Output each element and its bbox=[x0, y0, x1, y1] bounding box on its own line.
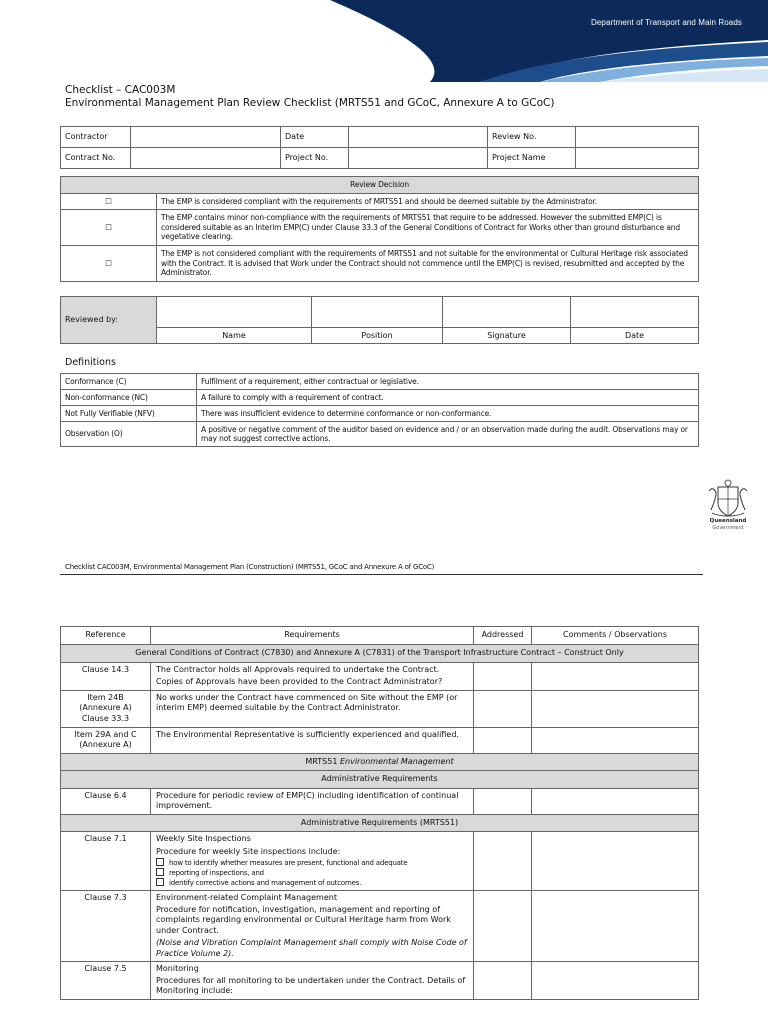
requirement-cell: No works under the Contract have commenced on Site without the EMP (or interim EMP) deemed suitable by the Contract Administrator. bbox=[151, 690, 474, 727]
definition-term: Conformance (C) bbox=[61, 374, 197, 390]
list-item bbox=[156, 878, 468, 888]
addressed-cell[interactable] bbox=[474, 690, 532, 727]
definition-term: Non-conformance (NC) bbox=[61, 390, 197, 406]
reviewer-name-field[interactable] bbox=[157, 297, 312, 328]
list-item-text: identify corrective actions and management of outcomes. bbox=[169, 879, 362, 887]
list-item bbox=[156, 858, 468, 868]
crest-name: Queensland bbox=[709, 518, 747, 524]
contract-no-label: Contract No. bbox=[61, 148, 131, 169]
name-column-label: Name bbox=[157, 328, 312, 344]
crest-sub: Government bbox=[712, 525, 744, 531]
section-heading-gcoc: General Conditions of Contract (C7830) and Annexure A (C7831) of the Transport Infrastructure Contract – Construct Only bbox=[61, 645, 699, 663]
comments-cell[interactable] bbox=[532, 662, 699, 690]
requirements-header: Requirements bbox=[151, 627, 474, 645]
reference-cell: Clause 7.5 bbox=[61, 962, 151, 1000]
addressed-cell[interactable] bbox=[474, 832, 532, 891]
page-footer: Checklist CAC003M, Environmental Management Plan (Construction) (MRTS51, GCoC and Annexure A of GCoC) bbox=[65, 563, 435, 571]
decision-option-text: The EMP contains minor non-compliance with the requirements of MRTS51 that require to be addressed. However the submitted EMP(C) is considered suitable as an Interim EMP(C) under Clause 33.3 of the General Conditions of Contract for Works other than ground disturbance and vegetative clearing. bbox=[157, 210, 699, 246]
requirement-cell: Procedure for periodic review of EMP(C) including identification of continual improvement. bbox=[151, 788, 474, 814]
header-banner bbox=[0, 0, 768, 82]
checklist-title: Environmental Management Plan Review Checklist (MRTS51 and GCoC, Annexure A to GCoC) bbox=[65, 97, 555, 109]
review-no-label: Review No. bbox=[488, 127, 576, 148]
checklist-code: Checklist – CAC003M bbox=[65, 84, 176, 96]
requirement-cell bbox=[151, 662, 474, 690]
reviewed-by-table bbox=[60, 296, 699, 344]
section-heading-admin-mrts51: Administrative Requirements (MRTS51) bbox=[61, 814, 699, 832]
decision-checkbox[interactable]: ☐ bbox=[61, 194, 157, 210]
comments-cell[interactable] bbox=[532, 727, 699, 753]
requirement-cell bbox=[151, 832, 474, 891]
position-column-label: Position bbox=[312, 328, 443, 344]
document-title bbox=[65, 84, 554, 110]
requirement-text: Procedure for notification, investigation, management and reporting of complaints regarding environmental or Cultural Heritage harm from Work under Contract. bbox=[156, 904, 451, 935]
requirement-text: Copies of Approvals have been provided to the Contract Administrator? bbox=[156, 677, 443, 686]
reference-cell: Item 24B (Annexure A) Clause 33.3 bbox=[61, 690, 151, 727]
table-row bbox=[61, 891, 699, 962]
decision-checkbox[interactable]: ☐ bbox=[61, 246, 157, 282]
requirement-text: Procedure for weekly Site inspections include: bbox=[156, 846, 341, 856]
reference-cell: Clause 6.4 bbox=[61, 788, 151, 814]
definition-meaning: A failure to comply with a requirement of contract. bbox=[197, 390, 699, 406]
reviewer-signature-field[interactable] bbox=[443, 297, 571, 328]
comments-cell[interactable] bbox=[532, 832, 699, 891]
footer-divider bbox=[60, 574, 703, 575]
signature-column-label: Signature bbox=[443, 328, 571, 344]
table-row bbox=[61, 832, 699, 891]
table-row bbox=[61, 127, 699, 148]
project-name-label: Project Name bbox=[488, 148, 576, 169]
checkbox-icon[interactable] bbox=[156, 868, 164, 876]
addressed-cell[interactable] bbox=[474, 962, 532, 1000]
table-row bbox=[61, 210, 699, 246]
comments-cell[interactable] bbox=[532, 690, 699, 727]
decision-option-text: The EMP is not considered compliant with the requirements of MRTS51 and not suitable for the environmental or Cultural Heritage risk associated with the Contract. It is advised that Work under the Contract should not commence until the EMP(C) is revised, resubmitted and accepted by the Administrator. bbox=[157, 246, 699, 282]
table-row bbox=[61, 753, 699, 771]
table-header-row bbox=[61, 627, 699, 645]
addressed-cell[interactable] bbox=[474, 662, 532, 690]
table-row bbox=[61, 390, 699, 406]
table-row bbox=[61, 727, 699, 753]
table-row bbox=[61, 148, 699, 169]
decision-option-text: The EMP is considered compliant with the requirements of MRTS51 and should be deemed suitable by the Administrator. bbox=[157, 194, 699, 210]
department-name: Department of Transport and Main Roads bbox=[591, 18, 742, 27]
comments-cell[interactable] bbox=[532, 962, 699, 1000]
addressed-cell[interactable] bbox=[474, 891, 532, 962]
reviewer-position-field[interactable] bbox=[312, 297, 443, 328]
table-row bbox=[61, 297, 699, 328]
contractor-field[interactable] bbox=[131, 127, 281, 148]
section-heading-mrts51 bbox=[61, 753, 699, 771]
checkbox-icon[interactable] bbox=[156, 858, 164, 866]
review-decision-table bbox=[60, 176, 699, 282]
definitions-table bbox=[60, 373, 699, 447]
table-row bbox=[61, 962, 699, 1000]
requirement-text: The Contractor holds all Approvals required to undertake the Contract. bbox=[156, 664, 440, 674]
definition-meaning: Fulfilment of a requirement, either contractual or legislative. bbox=[197, 374, 699, 390]
reference-header: Reference bbox=[61, 627, 151, 645]
header-swoosh-graphic bbox=[0, 0, 768, 82]
contract-no-field[interactable] bbox=[131, 148, 281, 169]
section-prefix: MRTS51 bbox=[305, 756, 340, 766]
date-label: Date bbox=[281, 127, 349, 148]
decision-checkbox[interactable]: ☐ bbox=[61, 210, 157, 246]
reference-cell: Clause 14.3 bbox=[61, 662, 151, 690]
contract-details-table bbox=[60, 126, 699, 169]
comments-header: Comments / Observations bbox=[532, 627, 699, 645]
requirement-cell bbox=[151, 962, 474, 1000]
list-item-text: how to identify whether measures are present, functional and adequate bbox=[169, 859, 408, 867]
requirement-title: Environment-related Complaint Management bbox=[156, 893, 337, 902]
requirement-cell bbox=[151, 891, 474, 962]
comments-cell[interactable] bbox=[532, 788, 699, 814]
inspection-list bbox=[156, 858, 468, 888]
table-row bbox=[61, 422, 699, 447]
table-row bbox=[61, 771, 699, 789]
table-row bbox=[61, 328, 699, 344]
review-decision-heading: Review Decision bbox=[61, 177, 699, 194]
definitions-heading: Definitions bbox=[65, 357, 116, 368]
requirement-note: (Noise and Vibration Complaint Management shall comply with Noise Code of Practice Volume 2). bbox=[156, 938, 467, 958]
comments-cell[interactable] bbox=[532, 891, 699, 962]
table-row bbox=[61, 194, 699, 210]
table-row bbox=[61, 406, 699, 422]
reference-cell: Clause 7.1 bbox=[61, 832, 151, 891]
table-row bbox=[61, 788, 699, 814]
project-name-field[interactable] bbox=[576, 148, 699, 169]
addressed-header: Addressed bbox=[474, 627, 532, 645]
definition-term: Not Fully Verifiable (NFV) bbox=[61, 406, 197, 422]
requirement-title: Monitoring bbox=[156, 964, 199, 973]
list-item-text: reporting of inspections, and bbox=[169, 869, 264, 877]
section-heading-admin: Administrative Requirements bbox=[61, 771, 699, 789]
review-no-field[interactable] bbox=[576, 127, 699, 148]
list-item bbox=[156, 868, 468, 878]
table-row bbox=[61, 645, 699, 663]
table-row bbox=[61, 246, 699, 282]
requirement-title: Weekly Site Inspections bbox=[156, 834, 251, 843]
definition-term: Observation (O) bbox=[61, 422, 197, 447]
reference-cell: Item 29A and C (Annexure A) bbox=[61, 727, 151, 753]
definition-meaning: There was insufficient evidence to determine conformance or non-conformance. bbox=[197, 406, 699, 422]
checkbox-icon[interactable] bbox=[156, 878, 164, 886]
date-field[interactable] bbox=[349, 127, 488, 148]
addressed-cell[interactable] bbox=[474, 727, 532, 753]
definition-meaning: A positive or negative comment of the auditor based on evidence and / or an observation made during the audit. Observations may or may not suggest corrective actions. bbox=[197, 422, 699, 447]
requirement-cell: The Environmental Representative is sufficiently experienced and qualified. bbox=[151, 727, 474, 753]
reference-cell: Clause 7.3 bbox=[61, 891, 151, 962]
requirements-table bbox=[60, 626, 699, 1000]
table-row bbox=[61, 374, 699, 390]
contractor-label: Contractor bbox=[61, 127, 131, 148]
reviewed-by-label: Reviewed by: bbox=[61, 297, 157, 344]
table-row bbox=[61, 814, 699, 832]
section-italic: Environmental Management bbox=[339, 756, 454, 766]
table-row bbox=[61, 177, 699, 194]
table-row bbox=[61, 690, 699, 727]
project-no-field[interactable] bbox=[349, 148, 488, 169]
requirement-text: Procedures for all monitoring to be undertaken under the Contract. Details of Monitoring include: bbox=[156, 975, 466, 995]
project-no-label: Project No. bbox=[281, 148, 349, 169]
date-column-label: Date bbox=[571, 328, 699, 344]
addressed-cell[interactable] bbox=[474, 788, 532, 814]
reviewer-date-field[interactable] bbox=[571, 297, 699, 328]
table-row bbox=[61, 662, 699, 690]
